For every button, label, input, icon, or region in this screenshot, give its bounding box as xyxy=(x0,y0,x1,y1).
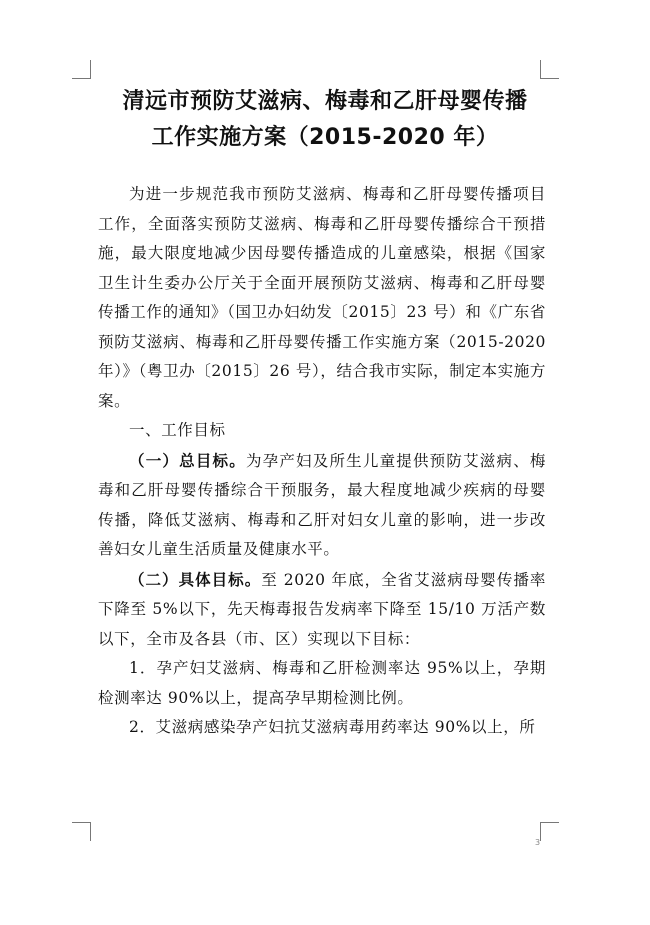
goal-1-text: 为孕产妇及所生儿童提供预防艾滋病、梅毒和乙肝母婴传播综合干预服务，最大程度地减少疾病的母婴传播，降低艾滋病、梅毒和乙肝对妇女儿童的影响，进一步改善妇女儿童生活质量及健康水平。 xyxy=(98,451,546,558)
document-body xyxy=(98,180,546,743)
goal-2-text: 至 2020 年底，全省艾滋病母婴传播率下降至 5%以下，先天梅毒报告发病率下降至 15/10 万活产数以下，全市及各县（市、区）实现以下目标： xyxy=(98,570,546,648)
title-line-2: 工作实施方案（2015-2020 年） xyxy=(151,125,499,150)
crop-mark-top-left xyxy=(72,60,91,79)
section-1-heading: 一、工作目标 xyxy=(129,421,226,439)
crop-mark-bottom-right xyxy=(540,822,559,841)
crop-mark-top-right xyxy=(540,60,559,79)
goal-1-paragraph xyxy=(98,446,546,565)
document-title xyxy=(60,84,590,156)
intro-paragraph: 为进一步规范我市预防艾滋病、梅毒和乙肝母婴传播项目工作，全面落实预防艾滋病、梅毒和乙肝母婴传播综合干预措施，最大限度地减少因母婴传播造成的儿童感染，根据《国家卫生计生委办公厅关于全面开展预防艾滋病、梅毒和乙肝母婴传播工作的通知》（国卫办妇幼发〔2015〕23 号）和《广东省预防艾滋病、梅毒和乙肝母婴传播工作实施方案（2015-2020 年）》（粤卫办〔2015〕26 号），结合我市实际，制定本实施方案。 xyxy=(98,185,546,410)
list-item-1: 1．孕产妇艾滋病、梅毒和乙肝检测率达 95%以上，孕期检测率达 90%以上，提高孕早期检测比例。 xyxy=(98,659,546,707)
list-item-2: 2．艾滋病感染孕产妇抗艾滋病毒用药率达 90%以上，所 xyxy=(129,718,536,736)
goal-2-heading: （二）具体目标。 xyxy=(129,569,262,589)
goal-2-paragraph xyxy=(98,565,546,655)
goal-1-heading: （一）总目标。 xyxy=(129,450,246,470)
page-number: 3 xyxy=(535,838,541,847)
title-line-1: 清远市预防艾滋病、梅毒和乙肝母婴传播 xyxy=(122,89,528,114)
crop-mark-bottom-left xyxy=(72,822,91,841)
